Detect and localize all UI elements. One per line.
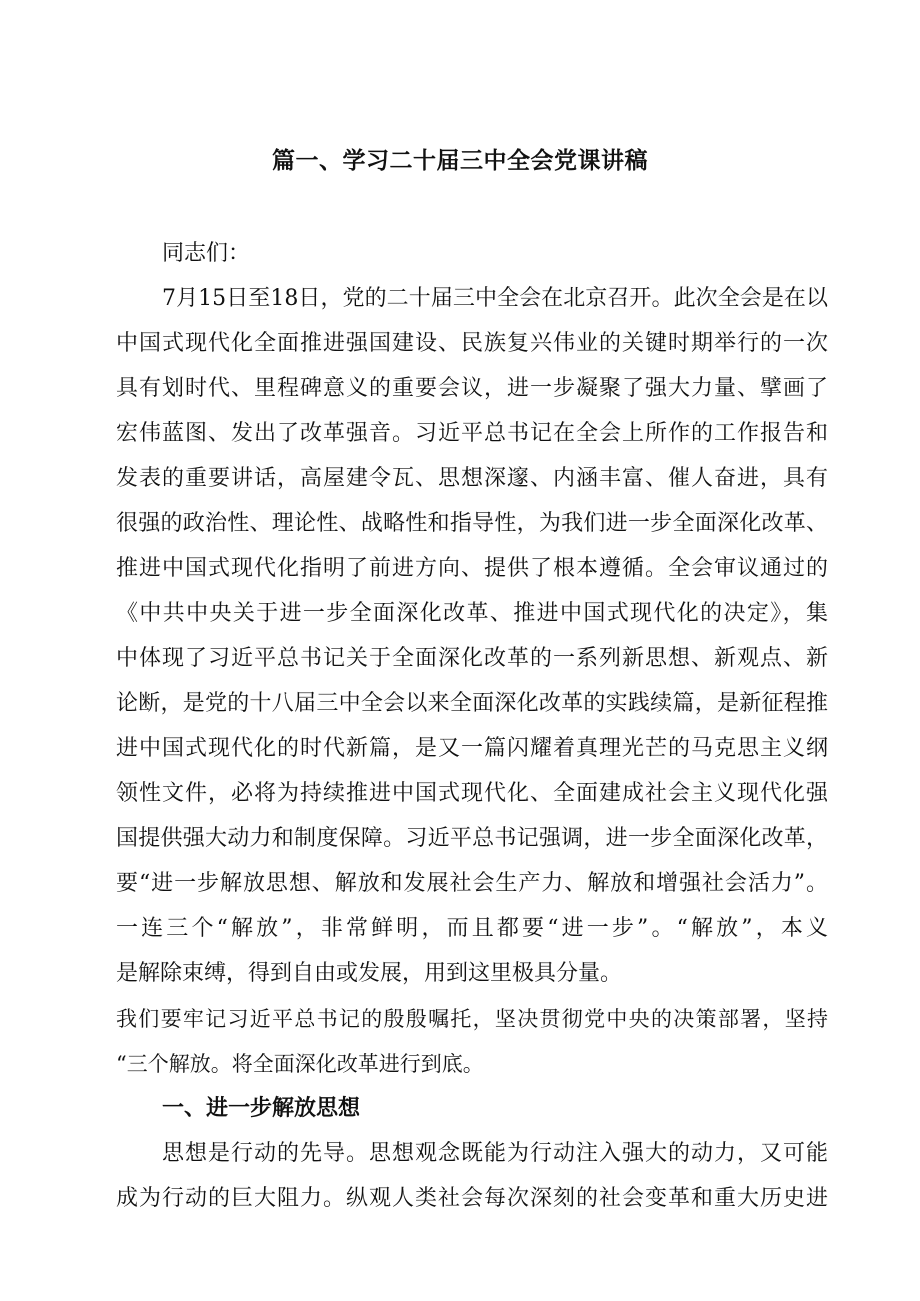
salutation: 同志们：: [162, 241, 251, 266]
paragraph-line: 7月15日至18日，党的二十届三中全会在北京召开。此次全会是在以: [162, 286, 828, 311]
paragraph-line: 国提供强大动力和制度保障。习近平总书记强调，进一步全面深化改革，: [116, 826, 828, 851]
paragraph-line: 领性文件，必将为持续推进中国式现代化、全面建成社会主义现代化强: [116, 781, 828, 806]
paragraph-line: 我们要牢记习近平总书记的殷殷嘱托，坚决贯彻党中央的决策部署，坚持: [116, 1007, 828, 1031]
paragraph-line: 要“进一步解放思想、解放和发展社会生产力、解放和增强社会活力”。: [116, 871, 828, 896]
paragraph-line: 中体现了习近平总书记关于全面深化改革的一系列新思想、新观点、新: [116, 646, 828, 671]
section-heading: 一、进一步解放思想: [162, 1096, 361, 1121]
document-title: 篇一、学习二十届三中全会党课讲稿: [272, 148, 648, 174]
paragraph-line: 进中国式现代化的时代新篇，是又一篇闪耀着真理光芒的马克思主义纲: [116, 736, 828, 761]
paragraph-line: 具有划时代、里程碑意义的重要会议，进一步凝聚了强大力量、擘画了: [116, 376, 828, 401]
paragraph-line: 思想是行动的先导。思想观念既能为行动注入强大的动力，又可能: [162, 1141, 828, 1166]
paragraph-line: 成为行动的巨大阻力。纵观人类社会每次深刻的社会变革和重大历史进: [116, 1186, 828, 1211]
paragraph-line: 论断，是党的十八届三中全会以来全面深化改革的实践续篇，是新征程推: [116, 691, 828, 716]
paragraph-line: 是解除束缚，得到自由或发展，用到这里极具分量。: [116, 961, 623, 986]
paragraph-line: 发表的重要讲话，高屋建令瓦、思想深邃、内涵丰富、催人奋进，具有: [116, 466, 828, 491]
paragraph-line: 推进中国式现代化指明了前进方向、提供了根本遵循。全会审议通过的: [116, 556, 828, 581]
paragraph-line: 《中共中央关于进一步全面深化改革、推进中国式现代化的决定》，集: [116, 601, 828, 626]
paragraph-line: 宏伟蓝图、发出了改革强音。习近平总书记在全会上所作的工作报告和: [116, 421, 828, 446]
paragraph-line: 很强的政治性、理论性、战略性和指导性，为我们进一步全面深化改革、: [116, 511, 828, 536]
paragraph-line: “三个解放。将全面深化改革进行到底。: [116, 1052, 484, 1076]
paragraph-line: 中国式现代化全面推进强国建设、民族复兴伟业的关键时期举行的一次: [116, 331, 828, 356]
paragraph-line: 一连三个“解放”，非常鲜明，而且都要“进一步”。“解放”，本义: [116, 916, 828, 941]
